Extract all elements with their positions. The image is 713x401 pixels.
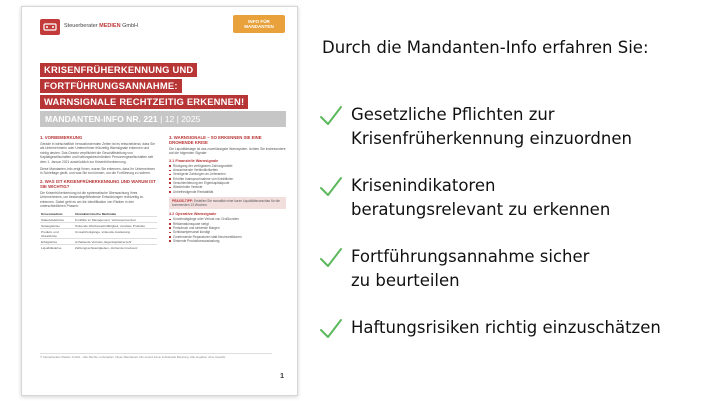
benefit-line-1: Krisenindikatoren — [351, 176, 496, 195]
table-cell: Umsatzrückgänge, sinkende Auslastung — [74, 229, 157, 239]
list-item: Rückgang der verfügbaren Zahlungsmittel — [169, 164, 286, 168]
benefit-line-1: Haftungsrisiken richtig einzuschätzen — [351, 318, 661, 337]
mandanten-badge — [233, 15, 285, 33]
omnibus-logo-icon — [43, 22, 57, 32]
page-number: 1 — [280, 373, 284, 380]
operative-signal-list — [169, 217, 286, 243]
title-line: FORTFÜHRUNGSANNAHME: — [40, 79, 182, 93]
table-row — [40, 229, 157, 239]
table-cell: Anhaltende Verluste, Eigenkapitalverzehr — [74, 239, 157, 245]
table-cell: Liquiditätskrise — [40, 245, 74, 251]
checkmark-icon — [319, 318, 343, 340]
list-item: Zunehmende Reparaturen statt Neuinvestitionen — [169, 235, 286, 239]
paragraph: Die Krisenfrüherkennung ist die systematische Überwachung Ihres Unternehmens, um bestandsgefährdende Entwicklungen rechtzeitig zu erkennen. Dabei geht es um die Identifikation von Risiken in den unterschiedlichen Phasen: — [40, 190, 144, 209]
issue-info-bar — [40, 111, 286, 127]
body-column-left — [40, 135, 157, 350]
benefit-line-2: beratungsrelevant zu erkennen — [351, 200, 611, 219]
list-item: Preisdruck und sinkende Margen — [169, 226, 286, 230]
issue-date: 12 | 2025 — [164, 114, 201, 124]
list-item: Verschlechterung der Eigenkapitalquote — [169, 181, 286, 185]
paragraph: Gerade in wirtschaftlich herausfordernden Zeiten ist es entscheidend, dass Sie als Unternehmerin oder Unternehmer frühzeitig Warnsignale erkennen und richtig deuten. Das Gesetz verpflichtet die Geschäftsleitung von Kapitalgesellschaften und haftungsbeschränkten Personengesellschaften seit dem 1. Januar 2021 ausdrücklich zur Krisenfrüherkennung. — [40, 142, 155, 164]
table-cell: Erfolgskrise — [40, 239, 74, 245]
benefits-panel — [310, 0, 713, 401]
table-header-cell: Krisenstadium — [41, 211, 63, 216]
publisher-name — [64, 23, 138, 29]
checkmark-icon — [319, 105, 343, 127]
paragraph: Diese Mandanten-Info zeigt Ihnen, woran Sie erkennen, dass Ihr Unternehmen in Schieflage gerät, und was Sie tun können, um die Fortführung zu sichern. — [40, 167, 156, 176]
panel-headline: Durch die Mandanten-Info erfahren Sie: — [322, 38, 649, 57]
benefit-line-2: zu beurteilen — [351, 271, 460, 290]
table-cell: Strategiekrise — [40, 223, 74, 229]
publisher-strong: MEDIEN — [99, 23, 121, 29]
table-cell: Sinkende Wettbewerbsfähigkeit, veraltete Produkte — [74, 223, 157, 229]
table-row — [40, 245, 157, 251]
benefit-line-1: Gesetzliche Pflichten zur — [351, 105, 555, 124]
section-heading: 1. VORBEMERKUNG — [40, 135, 83, 140]
body-column-right — [169, 135, 286, 350]
finance-signal-list — [169, 164, 286, 194]
publisher-prefix: Steuerberater — [64, 23, 100, 29]
title-line: KRISENFRÜHERKENNUNG UND — [40, 63, 197, 77]
table-cell: Stakeholderkrise — [40, 217, 74, 223]
table-cell: Zahlungsschwierigkeiten, drohende Insolvenz — [74, 245, 157, 251]
title-line: WARNSIGNALE RECHTZEITIG ERKENNEN! — [40, 95, 248, 109]
benefit-text — [351, 174, 711, 222]
benefit-line-1: Fortführungsannahme sicher — [351, 247, 590, 266]
list-item: Unbefriedigende Rentabilität — [169, 190, 286, 194]
section-heading: 2. WAS IST KRISENFRÜHERKENNUNG UND WARUM IST SIE WICHTIG? — [40, 178, 156, 189]
document-cover — [21, 6, 298, 396]
document-body — [40, 135, 286, 350]
list-item: Kundenabgänge oder Verlust von Großkunden — [169, 217, 286, 221]
benefit-text — [351, 103, 711, 151]
crisis-stage-table — [40, 211, 157, 250]
table-cell: Produkt- und Absatzkrise — [40, 229, 74, 239]
publisher-logo — [40, 19, 60, 35]
subsection-heading: 3.1 Finanzielle Warnsignale — [169, 158, 219, 163]
subsection-heading: 3.2 Operative Warnsignale — [169, 212, 217, 217]
checkmark-icon — [319, 247, 343, 269]
issue-label: MANDANTEN-INFO NR. 221 — [45, 114, 158, 124]
list-item: Sinkende Produktionsauslastung — [169, 239, 286, 243]
benefit-text — [351, 245, 711, 293]
badge-line-2: MANDANTEN — [244, 24, 274, 30]
list-item: Schlüsselpersonal kündigt — [169, 230, 286, 234]
table-cell: Konflikte im Management, Vertrauensverlust — [74, 217, 157, 223]
badge-line-1: INFO FÜR — [248, 19, 270, 24]
practice-tip-callout — [169, 197, 286, 210]
publisher-suffix: GmbH — [120, 23, 138, 29]
list-item: Reklamationsquote steigt — [169, 222, 286, 226]
issue-separator: | — [160, 114, 163, 124]
benefit-line-2: Krisenfrüherkennung einzuordnen — [351, 129, 632, 148]
list-item: Wiederholte Verluste — [169, 185, 286, 189]
callout-text: Erstellen Sie monatlich eine kurze Liquiditätsvorschau für die kommenden 13 Wochen. — [172, 198, 280, 208]
document-title — [40, 63, 286, 111]
checkmark-icon — [319, 176, 343, 198]
callout-label: PRAXIS-TIPP: — [172, 198, 194, 203]
benefit-text — [351, 316, 711, 340]
list-item: Verzögerte Zahlungen an Lieferanten — [169, 172, 286, 176]
list-item: Anwachsende Verbindlichkeiten — [169, 168, 286, 172]
table-header-cell: Charakteristische Merkmale — [75, 211, 117, 216]
section-heading: 3. WARNSIGNALE – SO ERKENNEN SIE EINE DROHENDE KRISE — [169, 135, 262, 145]
paragraph: Die Liquiditätslage ist das zuverlässigste Warnsystem. Achten Sie insbesondere auf die folgenden Signale: — [169, 147, 286, 156]
document-footer: © Steuerberater Medien GmbH – Alle Rechte vorbehalten. Diese Mandanten-Info ersetzt keine individuelle Beratung. Alle Angaben ohne Gewähr. — [40, 353, 272, 360]
list-item: Erhöhte Inanspruchnahme von Kreditlinien — [169, 177, 286, 181]
document-header — [22, 7, 297, 49]
